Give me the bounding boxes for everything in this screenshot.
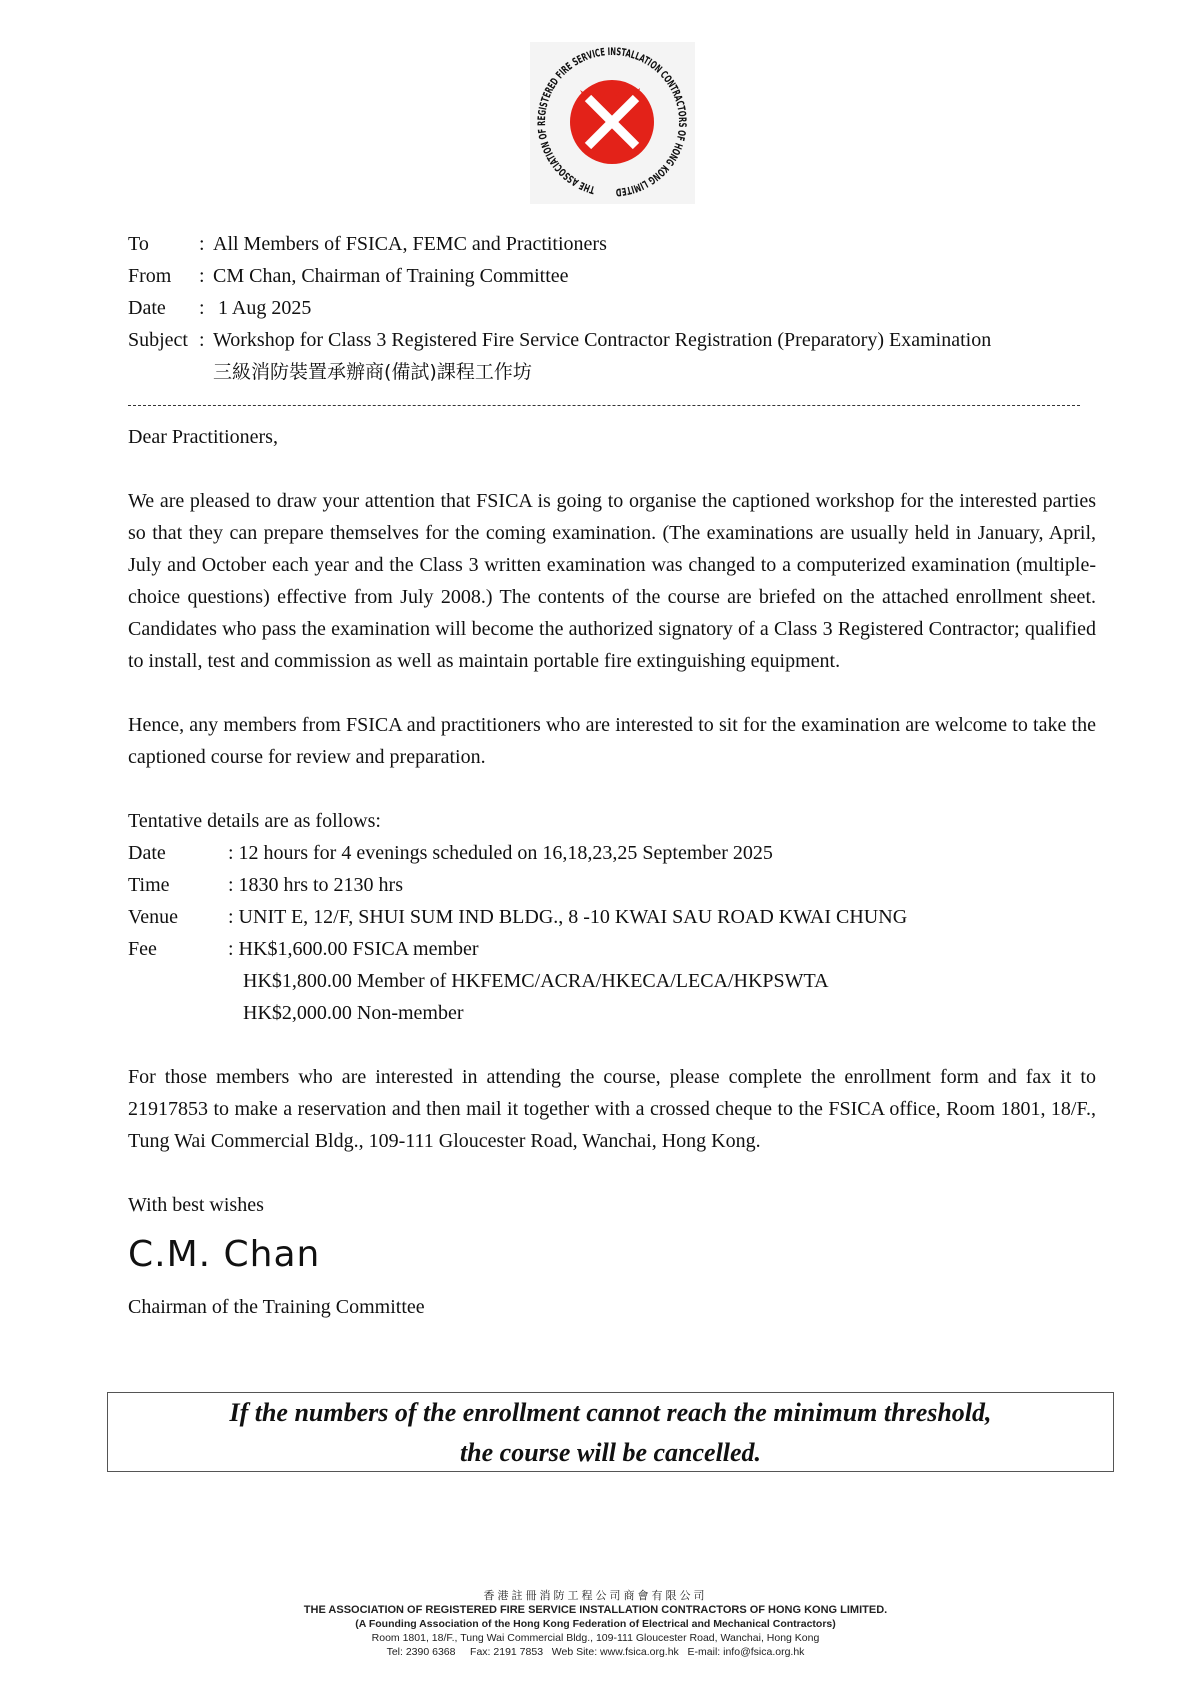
memo-subject-chinese: 三級消防裝置承辦商(備試)課程工作坊 — [213, 361, 532, 383]
fsica-logo-emblem-icon — [530, 42, 695, 204]
memo-date-row: Date : 1 Aug 2025 — [128, 292, 1088, 324]
memo-subject-value: Workshop for Class 3 Registered Fire Service Contractor Registration (Preparatory) Examination — [213, 329, 992, 351]
memo-subject-row: Subject : Workshop for Class 3 Registered Fire Service Contractor Registration (Preparatory) Examination — [128, 324, 1088, 356]
signatory-title: Chairman of the Training Committee — [128, 1296, 425, 1318]
details-venue-row: Venue : UNIT E, 12/F, SHUI SUM IND BLDG., 8 -10 KWAI SAU ROAD KWAI CHUNG — [128, 906, 908, 928]
dashed-divider — [128, 405, 1080, 406]
notice-line-2: the course will be cancelled. — [459, 1438, 762, 1467]
details-intro: Tentative details are as follows: — [128, 810, 381, 832]
memo-from-value: CM Chan, Chairman of Training Committee — [213, 265, 569, 287]
memo-to-value: All Members of FSICA, FEMC and Practitioners — [213, 233, 607, 255]
footer-contact: Tel: 2390 6368 Fax: 2191 7853 Web Site: www.fsica.org.hk E-mail: info@fsica.org.hk — [386, 1646, 805, 1658]
details-fee-nonmember: HK$2,000.00 Non-member — [243, 1002, 464, 1024]
letterhead-footer — [0, 1588, 1191, 1659]
footer-english-name: THE ASSOCIATION OF REGISTERED FIRE SERVICE INSTALLATION CONTRACTORS OF HONG KONG LIMITED. — [303, 1604, 888, 1616]
footer-address: Room 1801, 18/F., Tung Wai Commercial Bldg., 109-111 Gloucester Road, Wanchai, Hong Kong — [371, 1632, 820, 1644]
paragraph-intro: We are pleased to draw your attention that FSICA is going to organise the captioned workshop for the interested parties so that they can prepare themselves for the coming examination. (The examinations are usually held in January, April, July and October each year and the Class 3 written examination was changed to a computerized examination (multiple-choice questions) effective from July 2008.) The contents of the course are briefed on the attached enrollment sheet. Candidates who pass the examination will become the authorized signatory of a Class 3 Registered Contractor; qualified to install, test and commission as well as maintain portable fire extinguishing equipment. — [128, 490, 1096, 672]
memo-header — [128, 228, 1088, 406]
footer-founding-note: (A Founding Association of the Hong Kong Federation of Electrical and Mechanical Contractors) — [355, 1618, 836, 1630]
paragraph-invitation: Hence, any members from FSICA and practitioners who are interested to sit for the examination are welcome to take the captioned course for review and preparation. — [128, 714, 1096, 768]
memo-to-row: To : All Members of FSICA, FEMC and Practitioners — [128, 228, 1088, 260]
fsica-logo — [530, 42, 695, 204]
details-fee-row: Fee : HK$1,600.00 FSICA member — [128, 938, 479, 960]
memo-from-row: From : CM Chan, Chairman of Training Committee — [128, 260, 1088, 292]
details-time-row: Time : 1830 hrs to 2130 hrs — [128, 874, 403, 896]
cancellation-notice-box — [107, 1392, 1114, 1472]
logo-ring-text: THE ASSOCIATION OF REGISTERED FIRE SERVICE INSTALLATION CONTRACTORS OF HONG KONG LIMITED — [535, 45, 689, 199]
salutation: Dear Practitioners, — [128, 426, 278, 448]
memo-date-value: 1 Aug 2025 — [213, 297, 312, 319]
paragraph-enrollment: For those members who are interested in attending the course, please complete the enrollment form and fax it to 21917853 to make a reservation and then mail it together with a crossed cheque to the FSICA office, Room 1801, 18/F., Tung Wai Commercial Bldg., 109-111 Gloucester Road, Wanchai, Hong Kong. — [128, 1066, 1096, 1152]
notice-line-1: If the numbers of the enrollment cannot reach the minimum threshold, — [229, 1398, 992, 1427]
signature: C.M. Chan — [128, 1234, 321, 1275]
footer-chinese-name: 香港註冊消防工程公司商會有限公司 — [483, 1589, 708, 1602]
letter-body — [128, 421, 1096, 1323]
course-details — [128, 805, 1096, 1029]
details-date-row: Date : 12 hours for 4 evenings scheduled on 16,18,23,25 September 2025 — [128, 842, 773, 864]
details-fee-member: HK$1,800.00 Member of HKFEMC/ACRA/HKECA/LECA/HKPSWTA — [243, 970, 829, 992]
closing: With best wishes — [128, 1194, 264, 1216]
